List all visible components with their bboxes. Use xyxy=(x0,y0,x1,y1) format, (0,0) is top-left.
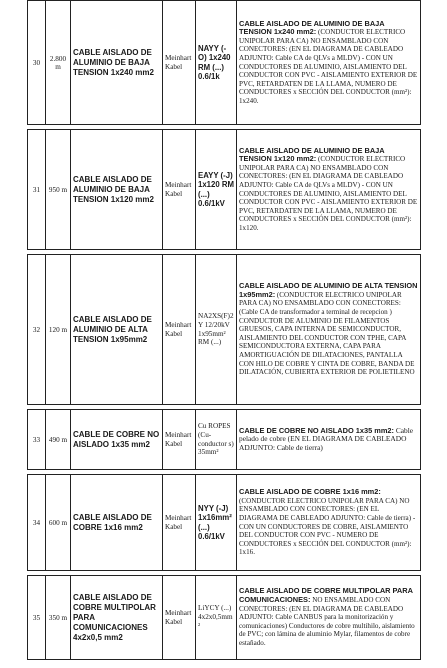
cable-name: CABLE AISLADO DE COBRE MULTIPOLAR PARA COMUNICACIONES 4x2x0,5 mm2 xyxy=(71,576,163,660)
description-heading: CABLE DE COBRE NO AISLADO 1x35 mm2: xyxy=(239,425,394,435)
cable-name: CABLE AISLADO DE ALUMINIO DE BAJA TENSION 1x240 mm2 xyxy=(71,1,163,125)
description-body: Cable pelado de cobre (EN EL DIAGRAMA DE CABLEADO ADJUNTO: Cable de tierra) xyxy=(239,425,414,452)
manufacturer: Meinhart Kabel xyxy=(163,255,196,405)
table-row xyxy=(28,255,421,405)
description-heading: CABLE AISLADO DE ALUMINIO DE ALTA TENSION 1x95mm2: xyxy=(239,281,418,299)
length: 120 m xyxy=(46,255,71,405)
description-heading: CABLE AISLADO DE ALUMINIO DE BAJA TENSION 1x240 mm2: xyxy=(239,18,385,37)
cable-type: NYY (-J) 1x16mm² (...) 0.6/1kV xyxy=(196,475,237,571)
length: 490 m xyxy=(46,410,71,470)
table-row xyxy=(28,1,421,125)
table-row xyxy=(28,576,421,660)
length: 2.800 m xyxy=(46,1,71,125)
cable-name: CABLE AISLADO DE COBRE 1x16 mm2 xyxy=(71,475,163,571)
description-body: (CONDUCTOR ELECTRICO UNIPOLAR PARA CA) NO ENSAMBLADO CON CONECTORES: (EN EL DIAGRAMA DE CABLEADO ADJUNTO: Cable CA de QLVs a MLDV) - CON UN CONDUCTORES DE ALUMINIO, AISLAMIENTO DEL CONDUCTOR CON PVC - AISLAMIENTO EXTERIOR DE PVC, RETARDATEN DE LA LLAMA, NUMERO DE CONDUCTORES x SECCIÓN DEL CONDUCTOR (mm²): 1x120. xyxy=(239,155,418,232)
cable-type: Cu ROPES (Cu-conductor s) 35mm² xyxy=(196,410,237,470)
cable-type: NA2XS(F)2Y 12/20kV 1x95mm² RM (...) xyxy=(196,255,237,405)
manufacturer: Meinhart Kabel xyxy=(163,410,196,470)
description-heading: CABLE AISLADO DE ALUMINIO DE BAJA TENSION 1x120 mm2: xyxy=(239,145,385,164)
length: 350 m xyxy=(46,576,71,660)
length: 950 m xyxy=(46,130,71,250)
manufacturer: Meinhart Kabel xyxy=(163,576,196,660)
table-row xyxy=(28,130,421,250)
description-body: (CONDUCTOR ELECTRICO UNIPOLAR PARA CA) NO ENSAMBLADO CON CONECTORES: (EN EL DIAGRAMA DE CABLEADO ADJUNTO: Cable de tierra) - CON UN CONDUCTORES DE COBRE, AISLAMIENTO DEL CONDUCTOR CON PVC - NUMERO DE CONDUCTORES x SECCIÓN DEL CONDUCTOR (mm²): 1x16. xyxy=(239,496,416,557)
cable-name: CABLE AISLADO DE ALUMINIO DE ALTA TENSION 1x95mm2 xyxy=(71,255,163,405)
cable-name: CABLE DE COBRE NO AISLADO 1x35 mm2 xyxy=(71,410,163,470)
description xyxy=(237,576,421,660)
description-body: NO ENSAMBLADO CON CONECTORES: (EN EL DIAGRAMA DE CABLEADO ADJUNTO: Cable CANBUS para la monitorización y comunicaciones) Conductores de cobre multihilo, aislamiento de PVC; con lámina de aluminio Mylar, filamentos de cobre estañado. xyxy=(239,596,415,647)
row-number: 34 xyxy=(28,475,46,571)
manufacturer: Meinhart Kabel xyxy=(163,475,196,571)
cable-spec-table xyxy=(27,0,421,660)
table-row xyxy=(28,410,421,470)
row-number: 31 xyxy=(28,130,46,250)
cable-name: CABLE AISLADO DE ALUMINIO DE BAJA TENSION 1x120 mm2 xyxy=(71,130,163,250)
length: 600 m xyxy=(46,475,71,571)
description-heading: CABLE AISLADO DE COBRE 1x16 mm2: xyxy=(239,487,381,497)
row-number: 30 xyxy=(28,1,46,125)
row-number: 35 xyxy=(28,576,46,660)
row-number: 32 xyxy=(28,255,46,405)
description xyxy=(237,475,421,571)
description xyxy=(237,255,421,405)
cable-type: NAYY (-O) 1x240 RM (...) 0.6/1k xyxy=(196,1,237,125)
manufacturer: Meinhart Kabel xyxy=(163,1,196,125)
cable-type: EAYY (-J) 1x120 RM (...) 0.6/1kV xyxy=(196,130,237,250)
description xyxy=(237,410,421,470)
description-body: (CONDUCTOR ELECTRICO UNIPOLAR PARA CA) NO ENSAMBLADO CON CONECTORES: (Cable CA de transformador a terminal de recepcion ) CONDUCTOR DE ALUMINIO DE FILAMENTOS GRUESOS, CAPA INTERNA DE SEMICONDUCTOR, AISLAMIENTO DEL CONDUCTOR CON TPHE, CAPA SEMICONDUCTORA EXTERNA, CAPA PARA AMORTIGUACIÓN DE DILATACIONES, PANTALLA CON HILO DE COBRE Y CINTA DE COBRE, BANDA DE DILATACIÓN, CUBIERTA EXTERIOR DE POLIETILENO xyxy=(239,290,415,377)
row-number: 33 xyxy=(28,410,46,470)
description-body: (CONDUCTOR ELECTRICO UNIPOLAR PARA CA) NO ENSAMBLADO CON CONECTORES: (EN EL DIAGRAMA DE CABLEADO ADJUNTO: Cable CA de QLVs a MLDV) - CON UN CONDUCTORES DE ALUMINIO, AISLAMIENTO DEL CONDUCTOR CON PVC - AISLAMIENTO EXTERIOR DE PVC, RETARDATEN DE LA LLAMA, NUMERO DE CONDUCTORES x SECCIÓN DEL CONDUCTOR (mm²): 1x240. xyxy=(239,28,418,105)
cable-type: LiYCY (...) 4x2x0,5mm² xyxy=(196,576,237,660)
table-row xyxy=(28,475,421,571)
description xyxy=(237,1,421,125)
manufacturer: Meinhart Kabel xyxy=(163,130,196,250)
description xyxy=(237,130,421,250)
description-heading: CABLE AISLADO DE COBRE MULTIPOLAR PARA COMUNICACIONES: xyxy=(239,586,413,605)
